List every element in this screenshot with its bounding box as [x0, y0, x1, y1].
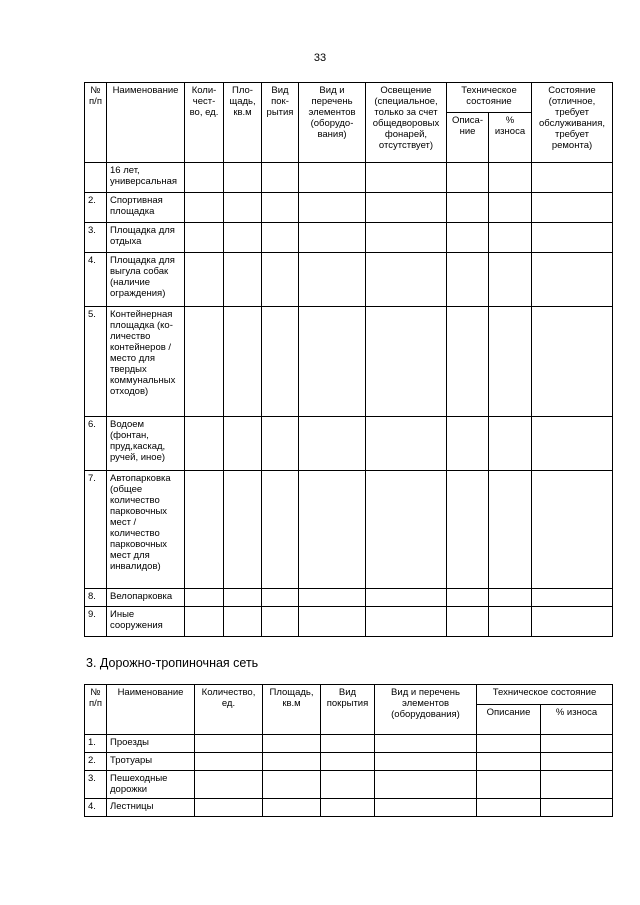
header-elements: Вид и перечень элементов (оборудования) [375, 685, 477, 735]
header-lighting: Освещение (специальное, только за счет общедворовых фонарей, отсутствует) [366, 83, 447, 163]
table-row [85, 223, 613, 253]
table-row [85, 471, 613, 589]
row-num [85, 163, 107, 193]
row-name: Спортивная площадка [107, 193, 185, 223]
header-name: Наименование [107, 685, 195, 735]
page-number: 33 [313, 52, 327, 64]
row-num: 3. [85, 771, 107, 799]
row-name: Площадка для выгула собак (наличие ограждения) [107, 253, 185, 307]
header-wear: % износа [489, 113, 532, 163]
table-row [85, 771, 613, 799]
row-num: 6. [85, 417, 107, 471]
path-network-table [84, 684, 613, 817]
table-row [85, 735, 613, 753]
row-name: Площадка для отдыха [107, 223, 185, 253]
table-row [85, 253, 613, 307]
row-name: Тротуары [107, 753, 195, 771]
table-row [85, 589, 613, 607]
row-name: Пешеходные дорожки [107, 771, 195, 799]
row-num: 2. [85, 753, 107, 771]
row-num: 3. [85, 223, 107, 253]
table-row [85, 753, 613, 771]
header-coating: Вид пок-рытия [262, 83, 299, 163]
row-name: Проезды [107, 735, 195, 753]
table-row [85, 799, 613, 817]
header-qty: Количество, ед. [195, 685, 263, 735]
row-num: 8. [85, 589, 107, 607]
row-num: 5. [85, 307, 107, 417]
header-elements: Вид и перечень элементов (оборудо-вания) [299, 83, 366, 163]
header-tech-state: Техническое состояние [447, 83, 532, 113]
row-num: 4. [85, 253, 107, 307]
table-row [85, 417, 613, 471]
row-num: 4. [85, 799, 107, 817]
header-area: Площадь, кв.м [263, 685, 321, 735]
row-name: Иные сооружения [107, 607, 185, 637]
header-qty: Коли-чест-во, ед. [185, 83, 224, 163]
header-wear: % износа [541, 705, 613, 735]
section-title: 3. Дорожно-тропиночная сеть [86, 656, 259, 670]
table-row [85, 163, 613, 193]
header-num: № п/п [85, 685, 107, 735]
row-num: 2. [85, 193, 107, 223]
row-num: 1. [85, 735, 107, 753]
row-num: 7. [85, 471, 107, 589]
row-num: 9. [85, 607, 107, 637]
row-name: Велопарковка [107, 589, 185, 607]
table-row [85, 607, 613, 637]
header-num: № п/п [85, 83, 107, 163]
header-tech-state: Техническое состояние [477, 685, 613, 705]
row-name: Лестницы [107, 799, 195, 817]
row-name: Автопарковка (общее количество парковочных мест / количество парковочных мест для инвалидов) [107, 471, 185, 589]
table-row [85, 307, 613, 417]
row-name: 16 лет, универсальная [107, 163, 185, 193]
header-description: Описание [477, 705, 541, 735]
facilities-table [84, 82, 613, 637]
header-coating: Вид покрытия [321, 685, 375, 735]
header-condition: Состояние (отличное, требует обслуживания, требует ремонта) [532, 83, 613, 163]
table-row [85, 193, 613, 223]
row-name: Водоем (фонтан, пруд,каскад, ручей, иное) [107, 417, 185, 471]
row-name: Контейнерная площадка (ко-личество контейнеров / место для твердых коммунальных отходов) [107, 307, 185, 417]
header-description: Описа-ние [447, 113, 489, 163]
header-name: Наименование [107, 83, 185, 163]
header-area: Пло-щадь, кв.м [224, 83, 262, 163]
